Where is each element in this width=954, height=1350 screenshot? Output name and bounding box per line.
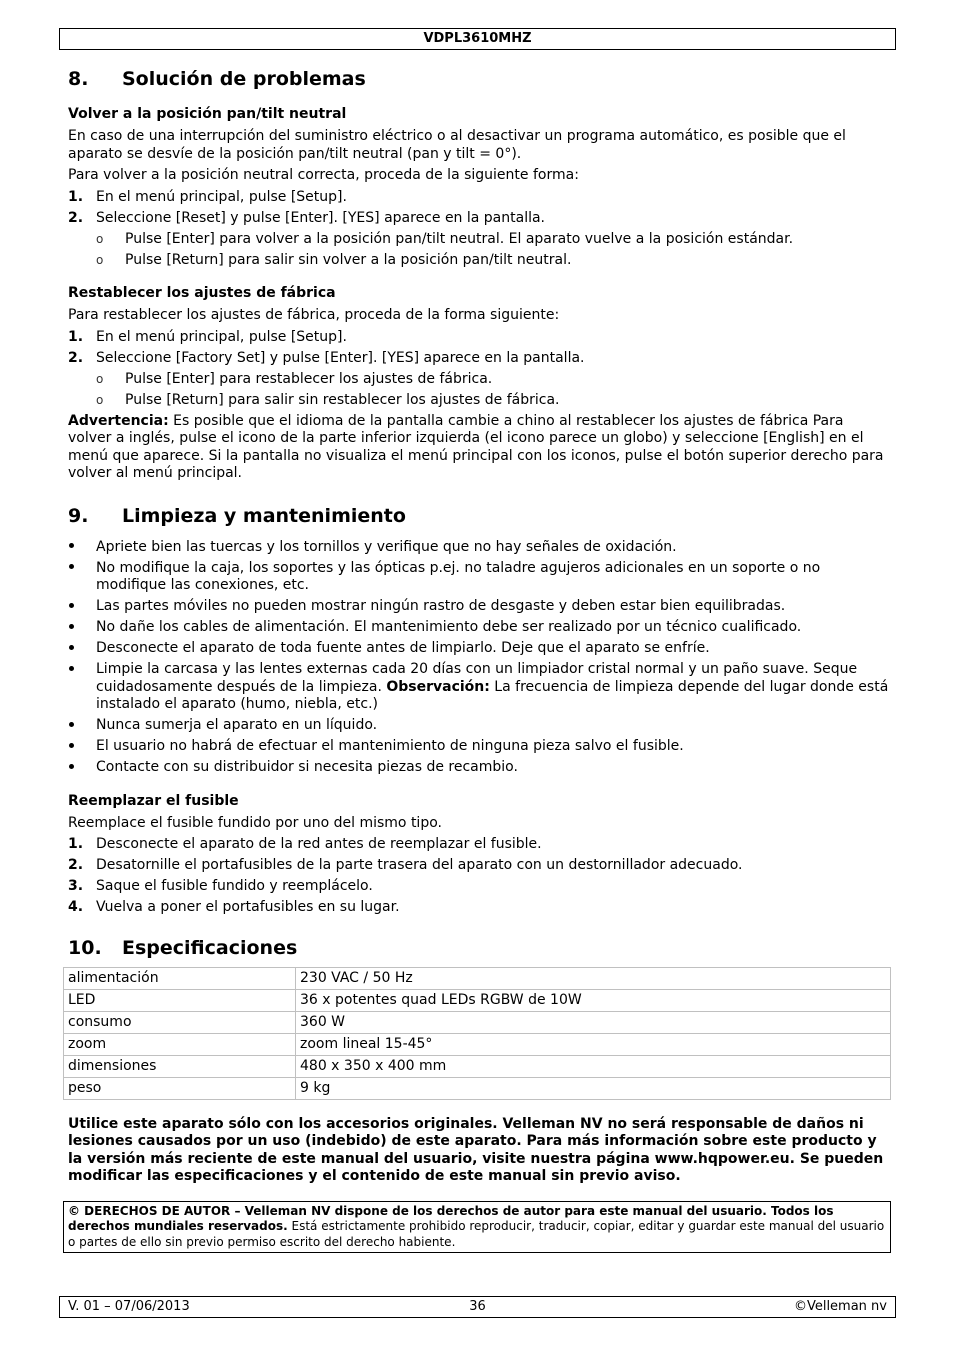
section-number: 10. [68,936,102,959]
warning-label: Advertencia: [68,412,169,429]
step-number: 2. [68,349,84,366]
option-text: Pulse [Return] para salir sin volver a la posición pan/tilt neutral. [125,251,572,268]
bullet-dot-icon [68,717,96,735]
step-list [68,836,890,917]
option-list [68,371,890,410]
step-text: Seleccione [Reset] y pulse [Enter]. [YES] aparece en la pantalla. [96,209,546,226]
bullet-dot-icon [68,661,96,714]
list-item [68,371,890,389]
step-list [68,189,890,228]
list-item [68,539,890,557]
section-10-heading [68,937,890,959]
list-item [68,878,890,896]
list-item [68,560,890,595]
list-item [68,836,890,854]
step-text: En el menú principal, pulse [Setup]. [96,328,347,345]
step-text: Desconecte el aparato de la red antes de reemplazar el fusible. [96,836,542,852]
step-text: En el menú principal, pulse [Setup]. [96,188,347,205]
section-title: Limpieza y mantenimiento [122,504,406,527]
page-footer [59,1296,896,1318]
list-item [68,717,890,735]
list-item [68,252,890,270]
list-item [68,759,890,777]
bullet-dot-icon [68,598,96,616]
warning-text: Es posible que el idioma de la pantalla cambie a chino al restablecer los ajustes de fábrica Para volver a inglés, pulse el icono de la parte inferior izquierda (el icono parece un globo) y seleccione [English] en el menú que aparece. Si la pantalla no visualiza el menú principal con los iconos, pulse el botón superior derecho para volver al menú principal. [68,412,884,481]
section-number: 9. [68,504,89,527]
bullet-dot-icon [68,560,96,595]
step-number: 4. [68,899,84,915]
spec-key: LED [64,989,296,1011]
step-text: Saque el fusible fundido y reemplácelo. [96,878,373,894]
bullet-text: El usuario no habrá de efectuar el mantenimiento de ninguna pieza salvo el fusible. [96,738,684,754]
bullet-text: Desconecte el aparato de toda fuente antes de limpiarlo. Deje que el aparato se enfríe. [96,640,710,656]
circle-bullet-icon: o [96,392,104,407]
paragraph: En caso de una interrupción del suministro eléctrico o al desactivar un programa automático, es posible que el aparato se desvíe de la posición pan/tilt neutral (pan y tilt = 0°). [68,128,846,162]
page-number: 36 [469,1299,486,1314]
list-item [68,598,890,616]
list-item [68,231,890,249]
step-text: Seleccione [Factory Set] y pulse [Enter]. [YES] aparece en la pantalla. [96,349,585,366]
copyright-text: Está estrictamente prohibido reproducir, traducir, copiar, editar y guardar este manual del usuario o partes de ello sin previo permiso escrito del derecho habiente. [68,1219,885,1249]
bullet-text: Apriete bien las tuercas y los tornillos y verifique que no hay señales de oxidación. [96,538,677,555]
specifications-table [63,967,891,1100]
bullet-text: Contacte con su distribuidor si necesita piezas de recambio. [96,759,518,775]
spec-value: 36 x potentes quad LEDs RGBW de 10W [296,989,891,1011]
section-number: 8. [68,68,89,90]
circle-bullet-icon: o [96,231,104,246]
option-list [68,231,890,270]
option-text: Pulse [Return] para salir sin restablecer los ajustes de fábrica. [125,391,560,408]
section-title: Solución de problemas [122,68,366,90]
step-number: 1. [68,836,84,852]
brand-copyright: ©Velleman nv [793,1299,887,1314]
list-item [68,210,890,228]
bullet-text: No dañe los cables de alimentación. El mantenimiento debe ser realizado por un técnico cualificado. [96,619,802,635]
spec-value: zoom lineal 15-45° [296,1033,891,1055]
model-number: VDPL3610MHZ [423,31,532,46]
spec-value: 480 x 350 x 400 mm [296,1055,891,1077]
bullet-text: No modifique la caja, los soportes y las ópticas p.ej. no taladre agujeros adicionales en un soporte o no modifique las conexiones, etc. [96,559,821,593]
bullet-text: Nunca sumerja el aparato en un líquido. [96,717,378,733]
copyright-bold: © DERECHOS DE AUTOR – Velleman NV dispone de los derechos de autor para este manual del usuario. Todos los derechos mundiales reservados. [68,1203,834,1233]
spec-key: dimensiones [64,1055,296,1077]
subsection-heading-factory: Restablecer los ajustes de fábrica [68,285,336,301]
spec-key: alimentación [64,967,296,989]
list-item [68,392,890,410]
page-content [68,62,890,1253]
list-item [68,661,890,714]
paragraph: Para restablecer los ajustes de fábrica, proceda de la forma siguiente: [68,307,560,323]
subsection-heading-fuse: Reemplazar el fusible [68,792,239,809]
option-text: Pulse [Enter] para restablecer los ajustes de fábrica. [125,370,493,387]
list-item [68,350,890,368]
bullet-text-pre: Limpie la carcasa y las lentes externas cada 20 días con un limpiador cristal normal y un paño suave. Seque cuidadosamente después de la limpieza. [96,661,858,695]
list-item [68,619,890,637]
list-item [68,738,890,756]
copyright-box [63,1201,891,1254]
spec-value: 230 VAC / 50 Hz [296,967,891,989]
table-row [64,989,891,1011]
table-row [64,1033,891,1055]
bullet-dot-icon [68,539,96,557]
spec-value: 360 W [296,1011,891,1033]
subsection-heading-neutral: Volver a la posición pan/tilt neutral [68,106,347,122]
paragraph: Reemplace el fusible fundido por uno del mismo tipo. [68,814,442,831]
list-item [68,857,890,875]
warning-paragraph [68,413,890,483]
spec-key: zoom [64,1033,296,1055]
step-text: Desatornille el portafusibles de la parte trasera del aparato con un destornillador adecuado. [96,857,743,873]
circle-bullet-icon: o [96,252,104,267]
circle-bullet-icon: o [96,371,104,386]
step-text: Vuelva a poner el portafusibles en su lugar. [96,899,400,915]
list-item [68,899,890,917]
paragraph: Para volver a la posición neutral correcta, proceda de la siguiente forma: [68,167,579,183]
section-8-heading [68,68,890,90]
table-row [64,1077,891,1099]
bullet-text [96,661,890,714]
version-date: V. 01 – 07/06/2013 [68,1299,190,1314]
step-number: 3. [68,878,84,894]
list-item [68,329,890,347]
page-header [59,28,896,50]
section-title: Especificaciones [122,936,298,959]
list-item [68,189,890,207]
bullet-dot-icon [68,640,96,658]
observation-label: Observación: [386,678,490,695]
spec-key: consumo [64,1011,296,1033]
table-row [64,1011,891,1033]
bullet-dot-icon [68,759,96,777]
bullet-dot-icon [68,619,96,637]
bullet-text-post: La frecuencia de limpieza depende del lugar donde está instalado el aparato (humo, niebla, etc.) [96,678,889,712]
bullet-dot-icon [68,738,96,756]
spec-key: peso [64,1077,296,1099]
bullet-text: Las partes móviles no pueden mostrar ningún rastro de desgaste y deben estar bien equilibradas. [96,598,786,614]
option-text: Pulse [Enter] para volver a la posición pan/tilt neutral. El aparato vuelve a la posición estándar. [125,230,794,247]
step-number: 1. [68,188,84,205]
step-list [68,329,890,368]
table-row [64,967,891,989]
section-9-heading [68,505,890,527]
spec-value: 9 kg [296,1077,891,1099]
step-number: 2. [68,857,84,873]
list-item [68,640,890,658]
table-row [64,1055,891,1077]
legal-notice: Utilice este aparato sólo con los accesorios originales. Velleman NV no será responsable de daños ni lesiones causados por un uso (indebido) de este aparato. Para más información sobre este producto y la versión más reciente de este manual del usuario, visite nuestra página www.hqpower.eu. Se pueden modificar las especificaciones y el contenido de este manual sin previo aviso. [68,1115,884,1184]
step-number: 2. [68,209,84,226]
maintenance-bullet-list [68,539,890,777]
step-number: 1. [68,328,84,345]
